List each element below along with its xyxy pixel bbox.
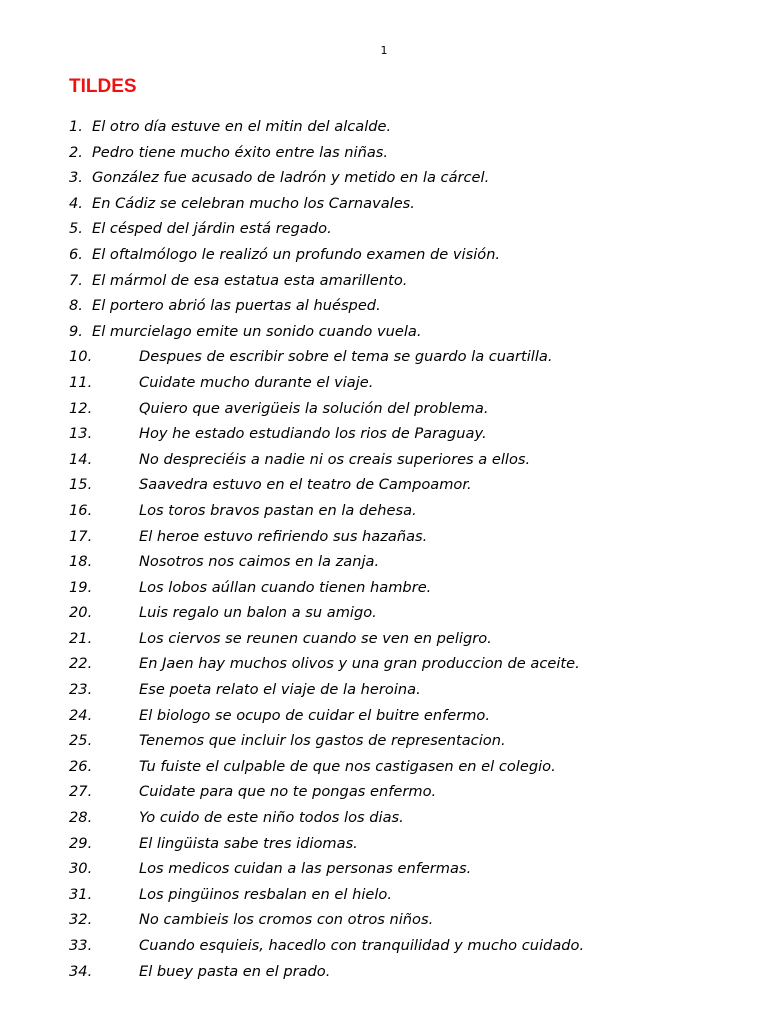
- list-item: [69, 114, 584, 140]
- list-item: [69, 242, 584, 268]
- item-number: 32.: [69, 911, 93, 929]
- list-item: [69, 651, 584, 677]
- item-text: Cuidate para que no te pongas enfermo.: [139, 783, 437, 801]
- item-text: El portero abrió las puertas al huésped.: [92, 297, 381, 315]
- item-number: 5.: [69, 220, 83, 238]
- item-number: 31.: [69, 885, 93, 903]
- list-item: [69, 447, 584, 473]
- item-text: Hoy he estado estudiando los rios de Paraguay.: [139, 425, 487, 443]
- item-text: El biologo se ocupo de cuidar el buitre enfermo.: [139, 706, 490, 724]
- list-item: [69, 600, 584, 626]
- list-item: [69, 293, 584, 319]
- item-text: El otro día estuve en el mitin del alcalde.: [92, 118, 392, 135]
- item-text: Ese poeta relato el viaje de la heroina.: [139, 681, 421, 699]
- item-number: 1.: [69, 118, 83, 135]
- item-number: 28.: [69, 809, 93, 827]
- item-text: El mármol de esa estatua esta amarillento.: [92, 271, 408, 289]
- item-number: 13.: [69, 425, 93, 443]
- item-text: No despreciéis a nadie ni os creais superiores a ellos.: [139, 450, 531, 468]
- item-text: El murcielago emite un sonido cuando vuela.: [92, 322, 422, 340]
- item-number: 14.: [69, 450, 93, 468]
- item-text: Los ciervos se reunen cuando se ven en peligro.: [139, 629, 492, 647]
- item-text: En Jaen hay muchos olivos y una gran produccion de aceite.: [139, 655, 580, 673]
- item-number: 15.: [69, 476, 93, 494]
- list-item: [69, 498, 584, 524]
- item-number: 18.: [69, 553, 93, 571]
- list-item: [69, 703, 584, 729]
- item-text: El buey pasta en el prado.: [139, 962, 331, 980]
- item-text: Los lobos aúllan cuando tienen hambre.: [139, 578, 432, 596]
- item-number: 7.: [69, 271, 83, 289]
- document-title: TILDES: [69, 76, 137, 97]
- list-item: [69, 216, 584, 242]
- list-item: [69, 779, 584, 805]
- item-text: Los toros bravos pastan en la dehesa.: [139, 501, 417, 519]
- item-number: 16.: [69, 501, 93, 519]
- list-item: [69, 805, 584, 831]
- item-number: 25.: [69, 732, 93, 750]
- item-text: Luis regalo un balon a su amigo.: [139, 604, 377, 622]
- item-number: 8.: [69, 297, 83, 315]
- list-item: [69, 677, 584, 703]
- item-number: 34.: [69, 962, 93, 980]
- item-number: 26.: [69, 757, 93, 775]
- list-item: [69, 882, 584, 908]
- list-item: [69, 754, 584, 780]
- item-number: 3.: [69, 169, 83, 187]
- list-item: [69, 728, 584, 754]
- item-text: Despues de escribir sobre el tema se guardo la cuartilla.: [139, 348, 553, 366]
- item-text: Tu fuiste el culpable de que nos castigasen en el colegio.: [139, 757, 556, 775]
- item-text: Cuidate mucho durante el viaje.: [139, 373, 374, 391]
- item-number: 4.: [69, 194, 83, 212]
- item-text: En Cádiz se celebran mucho los Carnavales.: [92, 194, 415, 212]
- item-text: Los pingüinos resbalan en el hielo.: [139, 885, 392, 903]
- item-number: 20.: [69, 604, 93, 622]
- item-text: Pedro tiene mucho éxito entre las niñas.: [92, 143, 389, 161]
- item-text: Nosotros nos caimos en la zanja.: [139, 553, 380, 571]
- item-number: 23.: [69, 681, 93, 699]
- item-number: 24.: [69, 706, 93, 724]
- item-text: Yo cuido de este niño todos los dias.: [139, 809, 404, 827]
- list-item: [69, 933, 584, 959]
- item-number: 10.: [69, 348, 93, 366]
- list-item: [69, 396, 584, 422]
- item-text: El oftalmólogo le realizó un profundo examen de visión.: [92, 245, 501, 263]
- list-item: [69, 524, 584, 550]
- list-item: [69, 370, 584, 396]
- list-item: [69, 959, 584, 985]
- list-item: [69, 344, 584, 370]
- page-number: 1: [380, 44, 388, 57]
- list-item: [69, 268, 584, 294]
- list-item: [69, 907, 584, 933]
- item-number: 11.: [69, 373, 93, 391]
- list-item: [69, 140, 584, 166]
- item-text: Los medicos cuidan a las personas enfermas.: [139, 860, 472, 878]
- item-number: 30.: [69, 860, 93, 878]
- exercise-list: [69, 114, 584, 984]
- list-item: [69, 165, 584, 191]
- item-number: 2.: [69, 143, 83, 161]
- item-number: 22.: [69, 655, 93, 673]
- item-text: El heroe estuvo refiriendo sus hazañas.: [139, 527, 428, 545]
- item-number: 12.: [69, 399, 93, 417]
- item-number: 33.: [69, 937, 93, 954]
- item-text: El lingüista sabe tres idiomas.: [139, 834, 358, 852]
- item-number: 9.: [69, 322, 83, 340]
- item-text: González fue acusado de ladrón y metido en la cárcel.: [92, 169, 490, 187]
- item-text: Cuando esquieis, hacedlo con tranquilidad y mucho cuidado.: [139, 937, 585, 954]
- list-item: [69, 575, 584, 601]
- list-item: [69, 472, 584, 498]
- item-number: 21.: [69, 629, 93, 647]
- item-number: 27.: [69, 783, 93, 801]
- list-item: [69, 319, 584, 345]
- item-text: Tenemos que incluir los gastos de representacion.: [139, 732, 506, 750]
- list-item: [69, 549, 584, 575]
- list-item: [69, 831, 584, 857]
- item-number: 6.: [69, 245, 83, 263]
- item-text: El césped del járdin está regado.: [92, 220, 332, 238]
- item-text: Saavedra estuvo en el teatro de Campoamor.: [139, 476, 472, 494]
- list-item: [69, 421, 584, 447]
- item-number: 17.: [69, 527, 93, 545]
- item-text: Quiero que averigüeis la solución del problema.: [139, 399, 489, 417]
- item-number: 19.: [69, 578, 93, 596]
- list-item: [69, 856, 584, 882]
- list-item: [69, 626, 584, 652]
- item-number: 29.: [69, 834, 93, 852]
- item-text: No cambieis los cromos con otros niños.: [139, 911, 434, 929]
- list-item: [69, 191, 584, 217]
